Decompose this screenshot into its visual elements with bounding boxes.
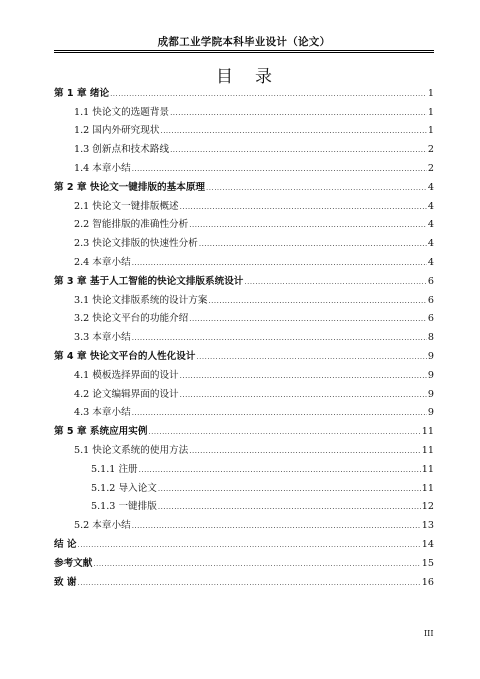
toc-entry-label: 1.2 国内外研究现状 <box>74 125 160 136</box>
toc-entry[interactable] <box>54 124 434 138</box>
header-rule <box>54 52 434 53</box>
toc-leader-dots <box>158 500 421 514</box>
toc-leader-dots <box>180 369 427 383</box>
toc-leader-dots <box>132 331 427 345</box>
toc-leader-dots <box>132 256 427 270</box>
toc-entry-label: 5.1.1 注册 <box>91 464 138 475</box>
toc-leader-dots <box>189 312 427 326</box>
toc-entry-label: 参考文献 <box>54 558 93 569</box>
toc-entry-label: 5.1.3 一键排版 <box>91 501 157 512</box>
page-number: III <box>424 629 434 638</box>
toc-leader-dots <box>148 425 420 439</box>
toc-entry[interactable] <box>54 463 434 477</box>
toc-entry-page: 11 <box>421 483 434 494</box>
toc-entry-label: 3.2 快论文平台的功能介绍 <box>74 313 189 324</box>
toc-leader-dots <box>189 444 421 458</box>
toc-entry-page: 9 <box>427 370 434 381</box>
toc-entry[interactable] <box>54 406 434 420</box>
toc-entry-label: 5.1 快论文系统的使用方法 <box>74 445 189 456</box>
toc-entry-page: 12 <box>421 501 434 512</box>
page-title: 目录 <box>216 67 294 87</box>
toc-entry[interactable] <box>54 162 434 176</box>
toc-entry-page: 6 <box>427 313 434 324</box>
toc-leader-dots <box>93 557 420 571</box>
toc-leader-dots <box>110 87 427 101</box>
toc-entry-label: 第 4 章 快论文平台的人性化设计 <box>54 351 196 362</box>
toc-leader-dots <box>170 143 427 157</box>
toc-leader-dots <box>78 538 421 552</box>
toc-entry-page: 11 <box>421 445 434 456</box>
toc-entry-label: 第 2 章 快论文一键排版的基本原理 <box>54 182 206 193</box>
toc-entry[interactable] <box>54 557 434 571</box>
header-rule <box>54 50 434 51</box>
toc-entry-page: 1 <box>427 125 434 136</box>
toc-entry[interactable] <box>54 500 434 514</box>
toc-entry-label: 2.1 快论文一键排版概述 <box>74 201 179 212</box>
toc-entry-label: 致 谢 <box>54 577 77 588</box>
toc-leader-dots <box>208 294 426 308</box>
toc-leader-dots <box>189 218 427 232</box>
toc-entry-label: 2.3 快论文排版的快速性分析 <box>74 238 198 249</box>
toc-entry-label: 4.3 本章小结 <box>74 407 131 418</box>
toc-entry-page: 9 <box>427 407 434 418</box>
toc-entry-page: 6 <box>427 276 434 287</box>
toc-leader-dots <box>180 388 427 402</box>
toc-entry-label: 1.1 快论文的选题背景 <box>74 107 170 118</box>
toc-entry[interactable] <box>54 181 434 195</box>
toc-entry-label: 5.2 本章小结 <box>74 520 131 531</box>
toc-entry[interactable] <box>54 350 434 364</box>
toc-entry-page: 11 <box>421 464 434 475</box>
toc-entry[interactable] <box>54 200 434 214</box>
toc-leader-dots <box>170 106 427 120</box>
toc-entry[interactable] <box>54 218 434 232</box>
toc-entry[interactable] <box>54 256 434 270</box>
toc-leader-dots <box>244 275 427 289</box>
toc-entry-page: 6 <box>427 295 434 306</box>
toc-entry[interactable] <box>54 106 434 120</box>
toc-entry[interactable] <box>54 425 434 439</box>
toc-entry-page: 2 <box>427 163 434 174</box>
toc-entry-page: 4 <box>427 257 434 268</box>
document-header: 成都工业学院本科毕业设计（论文） <box>157 36 331 48</box>
toc-entry[interactable] <box>54 331 434 345</box>
toc-entry[interactable] <box>54 538 434 552</box>
toc-entry-label: 第 1 章 绪论 <box>54 88 110 99</box>
toc-entry[interactable] <box>54 143 434 157</box>
toc-entry[interactable] <box>54 312 434 326</box>
toc-entry-label: 4.1 模板选择界面的设计 <box>74 370 179 381</box>
toc-leader-dots <box>132 406 427 420</box>
toc-entry[interactable] <box>54 294 434 308</box>
toc-entry-page: 1 <box>427 107 434 118</box>
toc-entry[interactable] <box>54 444 434 458</box>
toc-entry-label: 1.4 本章小结 <box>74 163 131 174</box>
toc-entry-label: 第 3 章 基于人工智能的快论文排版系统设计 <box>54 276 244 287</box>
toc-entry-page: 9 <box>427 351 434 362</box>
toc-entry-page: 13 <box>421 520 434 531</box>
toc-entry-page: 8 <box>427 332 434 343</box>
toc-entry[interactable] <box>54 519 434 533</box>
toc-entry-label: 结 论 <box>54 539 77 550</box>
toc-entry-label: 第 5 章 系统应用实例 <box>54 426 148 437</box>
toc-entry-page: 14 <box>421 539 434 550</box>
toc-entry-page: 15 <box>421 558 434 569</box>
toc-leader-dots <box>160 124 426 138</box>
toc-leader-dots <box>132 519 421 533</box>
toc-entry-label: 3.1 快论文排版系统的设计方案 <box>74 295 208 306</box>
toc-leader-dots <box>206 181 427 195</box>
toc-leader-dots <box>78 576 421 590</box>
toc-entry-label: 4.2 论文编辑界面的设计 <box>74 389 179 400</box>
toc-entry[interactable] <box>54 388 434 402</box>
toc-entry[interactable] <box>54 576 434 590</box>
toc-entry-label: 1.3 创新点和技术路线 <box>74 144 170 155</box>
toc-entry-page: 4 <box>427 201 434 212</box>
toc-leader-dots <box>180 200 427 214</box>
toc-entry-page: 2 <box>427 144 434 155</box>
toc-entry-page: 9 <box>427 389 434 400</box>
toc-entry-page: 1 <box>427 88 434 99</box>
toc-entry[interactable] <box>54 369 434 383</box>
toc-entry[interactable] <box>54 482 434 496</box>
toc-entry[interactable] <box>54 237 434 251</box>
toc-entry-label: 3.3 本章小结 <box>74 332 131 343</box>
toc-entry[interactable] <box>54 275 434 289</box>
toc-leader-dots <box>196 350 426 364</box>
toc-leader-dots <box>132 162 427 176</box>
toc-entry-label: 2.4 本章小结 <box>74 257 131 268</box>
toc-entry-label: 5.1.2 导入论文 <box>91 483 157 494</box>
toc-leader-dots <box>199 237 427 251</box>
toc-entry-page: 4 <box>427 182 434 193</box>
toc-leader-dots <box>158 482 421 496</box>
toc-entry-page: 4 <box>427 219 434 230</box>
toc-entry-label: 2.2 智能排版的准确性分析 <box>74 219 189 230</box>
toc-entry-page: 16 <box>421 577 434 588</box>
toc-entry[interactable] <box>54 87 434 101</box>
toc-entry-page: 11 <box>421 426 434 437</box>
toc-entry-page: 4 <box>427 238 434 249</box>
toc-leader-dots <box>139 463 421 477</box>
